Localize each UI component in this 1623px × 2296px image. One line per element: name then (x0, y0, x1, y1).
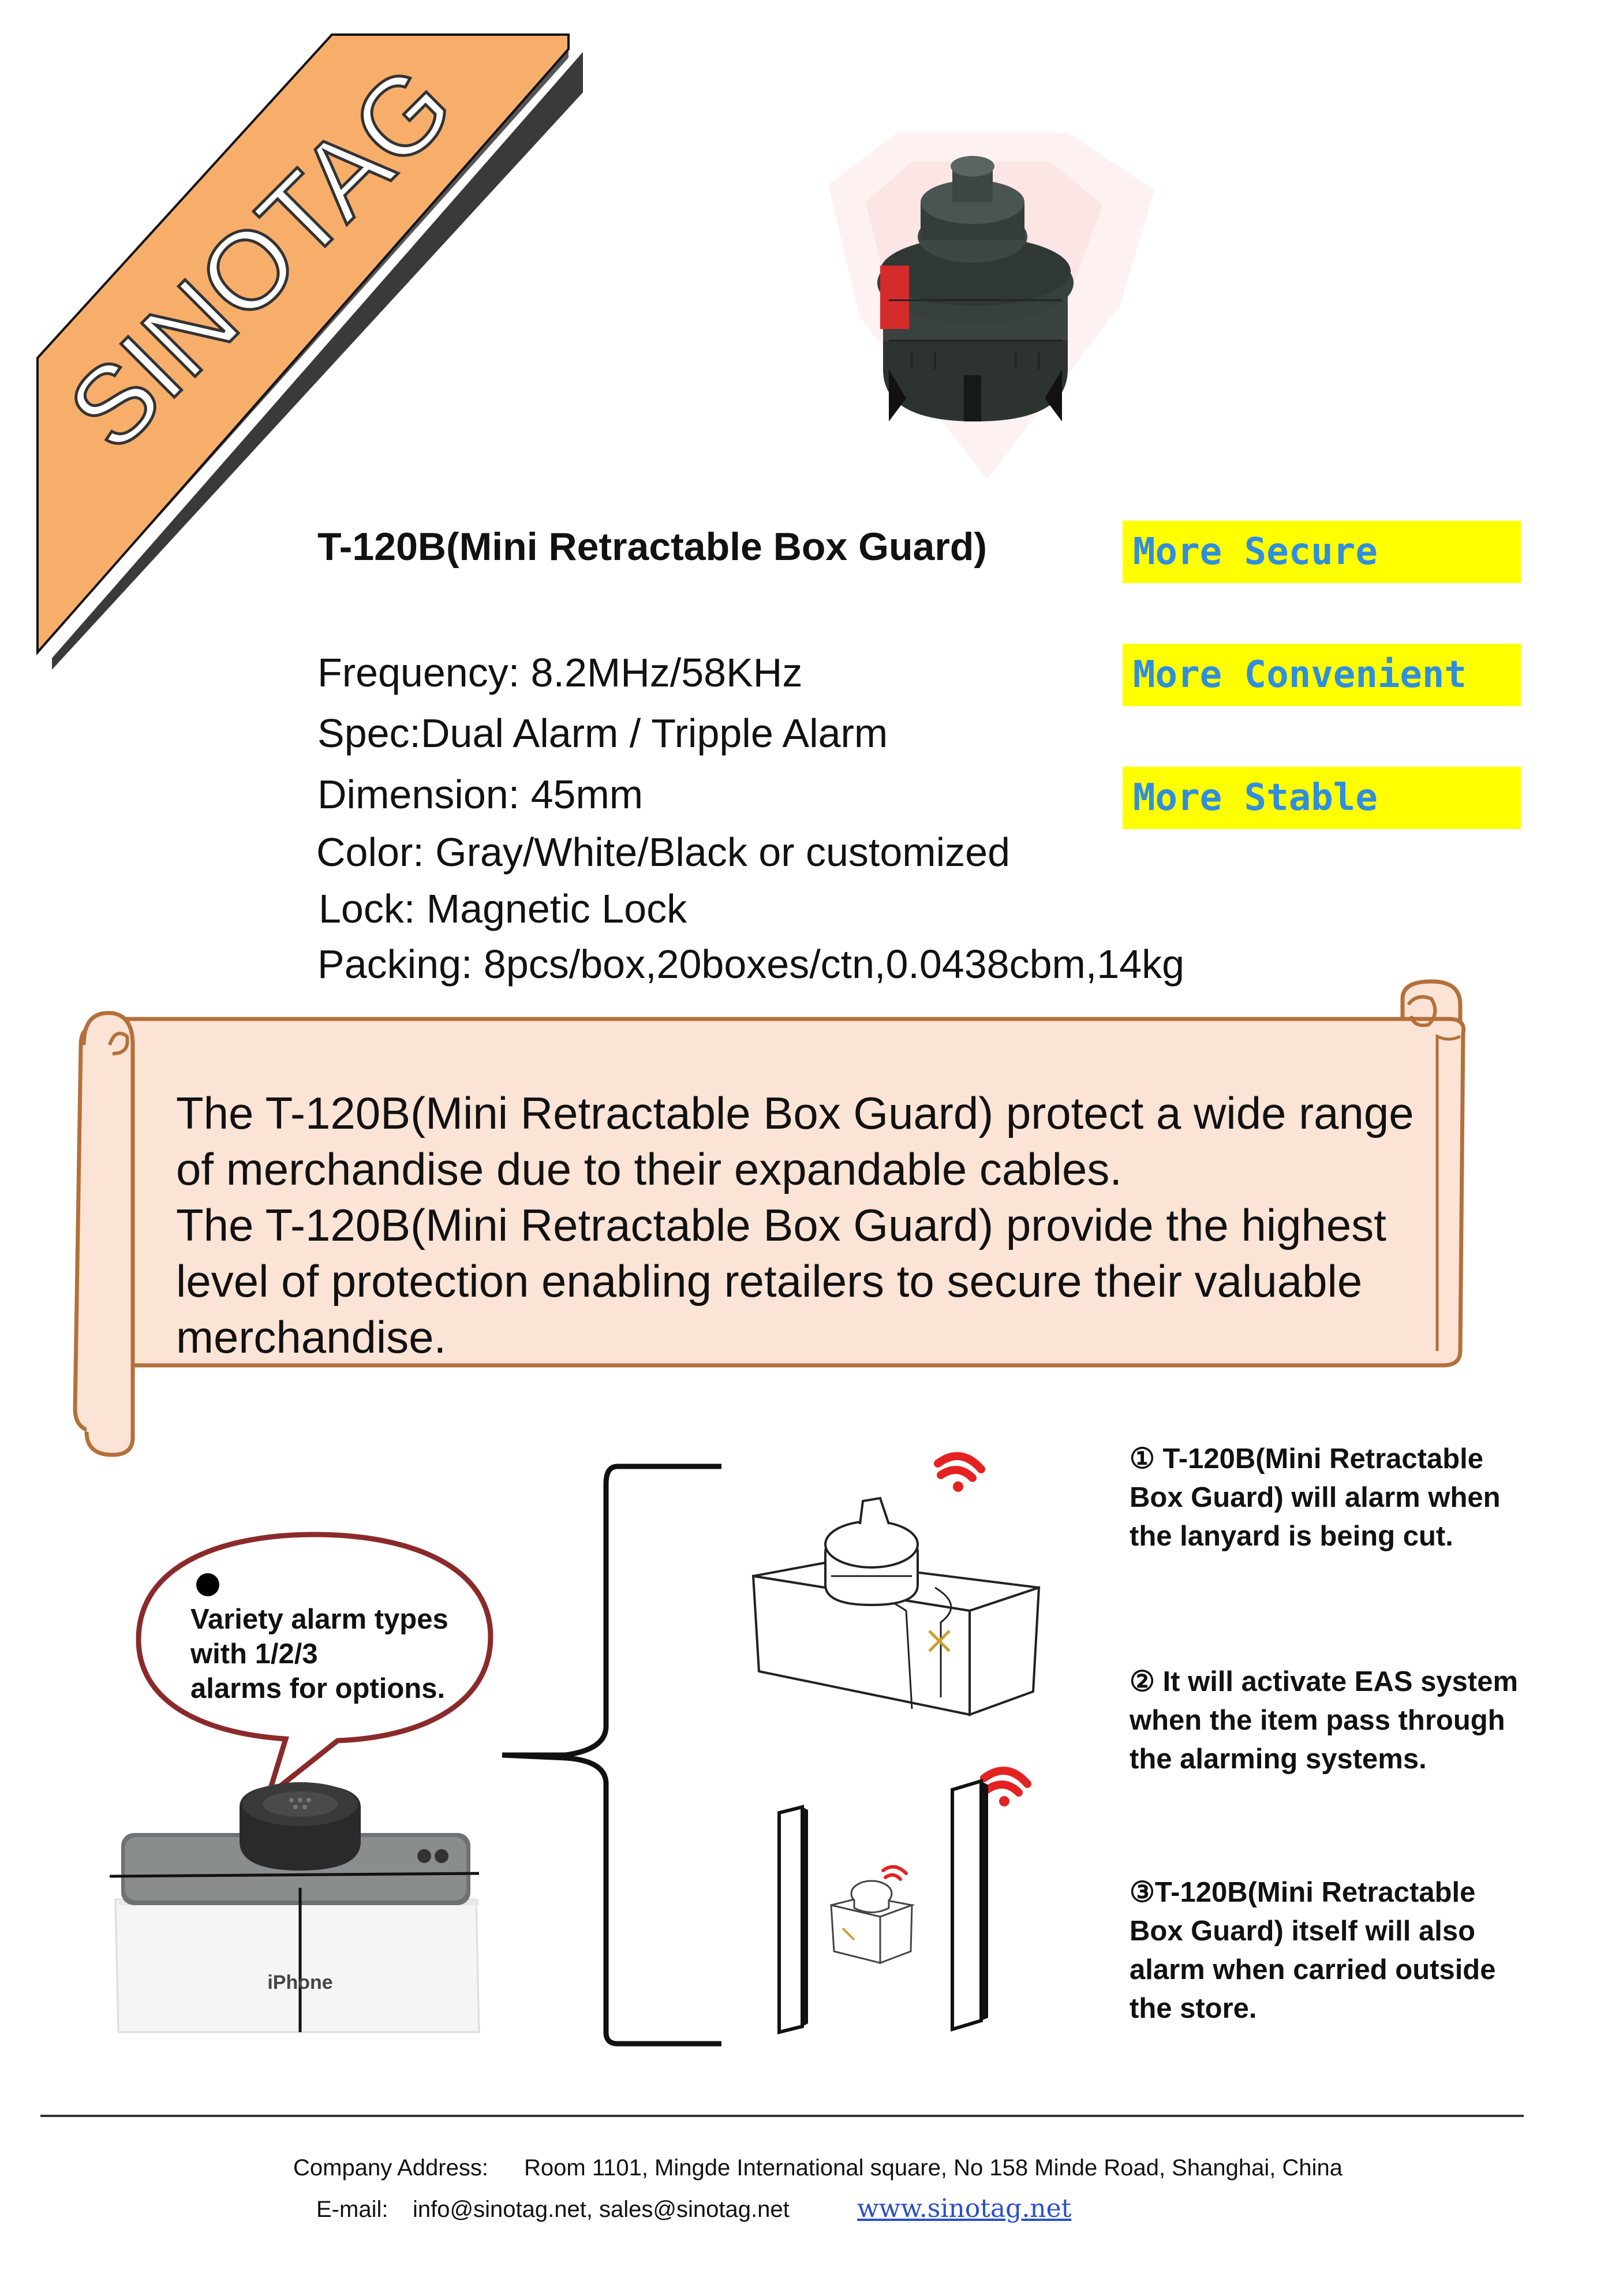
address-label: Company Address: (293, 2155, 488, 2181)
description-paragraph-2: The T-120B(Mini Retractable Box Guard) provide the highest level of protection enabling retailers to secure their valuable merchandise. (176, 1200, 1386, 1362)
spec-dimension: Dimension: 45mm (317, 772, 644, 817)
product-title: T-120B(Mini Retractable Box Guard) (317, 525, 988, 569)
website-link[interactable]: www.sinotag.net (857, 2194, 1072, 2223)
sinotag-banner (0, 0, 583, 670)
description-text (176, 1085, 1434, 1365)
bubble-line-2: with 1/2/3 (190, 1638, 318, 1670)
eas-gates-illustration (762, 1778, 1027, 2044)
email-value[interactable]: info@sinotag.net, sales@sinotag.net (413, 2197, 790, 2222)
spec-frequency: Frequency: 8.2MHz/58KHz (317, 650, 803, 695)
step-2-text: ② It will activate EAS system when the item pass through the alarming systems. (1130, 1666, 1519, 1775)
bubble-line-3: alarms for options. (190, 1673, 446, 1704)
feature-more-convenient: More Convenient (1123, 644, 1521, 706)
spec-packing: Packing: 8pcs/box,20boxes/ctn,0.0438cbm,14kg (317, 942, 1185, 987)
feature-more-secure: More Secure (1123, 521, 1521, 583)
step-1-text: ① T-120B(Mini Retractable Box Guard) will alarm when the lanyard is being cut. (1130, 1443, 1501, 1552)
spec-color: Color: Gray/White/Black or customized (316, 830, 1011, 875)
alarm-signal-icon-1 (929, 1440, 993, 1498)
address-value: Room 1101, Mingde International square, No 158 Minde Road, Shanghai, China (524, 2155, 1342, 2181)
bullet-dot (196, 1573, 219, 1596)
bubble-text (190, 1602, 491, 1706)
step-3-text: ③T-120B(Mini Retractable Box Guard) itself will also alarm when carried outside the store. (1130, 1877, 1496, 2024)
description-paragraph-1: The T-120B(Mini Retractable Box Guard) protect a wide range of merchandise due to their expandable cables. (176, 1088, 1414, 1194)
spec-lock: Lock: Magnetic Lock (319, 886, 687, 931)
box-label: iPhone (267, 1972, 333, 1993)
phone-box-photo (110, 1772, 496, 2038)
feature-more-stable: More Stable (1123, 767, 1521, 829)
product-photo (796, 98, 1172, 491)
spec-alarm-type: Spec:Dual Alarm / Tripple Alarm (317, 711, 888, 756)
boxed-guard-illustration (745, 1478, 1045, 1749)
bubble-line-1: Variety alarm types (190, 1604, 448, 1635)
footer-divider (40, 2115, 1524, 2117)
curly-brace (496, 1461, 727, 2049)
email-label: E-mail: (316, 2197, 388, 2222)
brand-logo-text: SINOTAG (46, 43, 476, 473)
